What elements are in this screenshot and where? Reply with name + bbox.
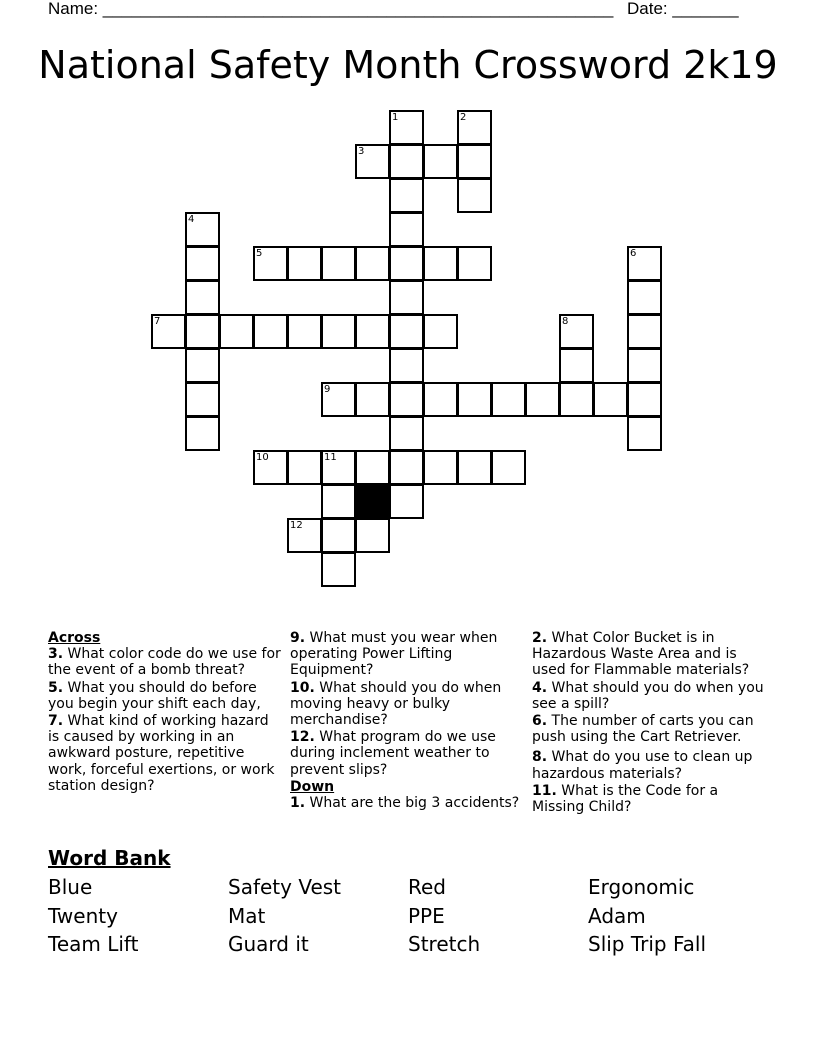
grid-cell[interactable] bbox=[185, 314, 220, 349]
grid-cell[interactable] bbox=[185, 246, 220, 281]
grid-cell[interactable] bbox=[185, 280, 220, 315]
clue-across-3: 3. What color code do we use for the event of a bomb threat? bbox=[48, 646, 281, 679]
grid-cell[interactable] bbox=[389, 416, 424, 451]
grid-cell[interactable] bbox=[389, 450, 424, 485]
grid-cell[interactable] bbox=[321, 518, 356, 553]
grid-cell[interactable] bbox=[287, 246, 322, 281]
grid-cell[interactable] bbox=[457, 144, 492, 179]
grid-cell[interactable] bbox=[389, 178, 424, 213]
word-bank-item: Ergonomic bbox=[588, 875, 695, 899]
grid-cell[interactable] bbox=[457, 450, 492, 485]
word-bank-item: Mat bbox=[228, 903, 266, 928]
grid-cell[interactable] bbox=[389, 348, 424, 383]
black-cell bbox=[355, 484, 390, 519]
grid-cell[interactable] bbox=[627, 382, 662, 417]
grid-cell[interactable] bbox=[627, 280, 662, 315]
clue-number: 7 bbox=[154, 316, 161, 327]
grid-cell[interactable] bbox=[559, 314, 594, 349]
grid-cell[interactable] bbox=[389, 246, 424, 281]
grid-cell[interactable] bbox=[627, 348, 662, 383]
grid-cell[interactable] bbox=[321, 450, 356, 485]
clue-down-6: 6. The number of carts you can push using the Cart Retriever. bbox=[532, 713, 754, 746]
word-bank-item: Twenty bbox=[48, 903, 118, 928]
grid-cell[interactable] bbox=[491, 382, 526, 417]
grid-cell[interactable] bbox=[389, 280, 424, 315]
grid-cell[interactable] bbox=[423, 246, 458, 281]
grid-cell[interactable] bbox=[355, 518, 390, 553]
grid-cell[interactable] bbox=[253, 450, 288, 485]
grid-cell[interactable] bbox=[321, 552, 356, 587]
clue-number: 5 bbox=[256, 248, 263, 259]
clue-down-4: 4. What should you do when you see a spill? bbox=[532, 679, 764, 712]
clue-number: 4 bbox=[188, 214, 195, 225]
grid-cell[interactable] bbox=[525, 382, 560, 417]
grid-cell[interactable] bbox=[423, 144, 458, 179]
clue-across-10: 10. What should you do when moving heavy or bulky merchandise? bbox=[290, 679, 502, 729]
grid-cell[interactable] bbox=[389, 212, 424, 247]
clue-across-9: 9. What must you wear when operating Power Lifting Equipment? bbox=[290, 630, 498, 679]
word-bank-item: Team Lift bbox=[48, 932, 139, 956]
grid-cell[interactable] bbox=[389, 110, 424, 145]
grid-cell[interactable] bbox=[491, 450, 526, 485]
word-bank-item: Red bbox=[408, 875, 446, 899]
clue-down-2: 2. What Color Bucket is in Hazardous Waste Area and is used for Flammable materials? bbox=[532, 630, 750, 679]
down-heading: Down bbox=[290, 778, 335, 795]
clue-number: 3 bbox=[358, 146, 365, 157]
grid-cell[interactable] bbox=[355, 314, 390, 349]
clue-number: 9 bbox=[324, 384, 331, 395]
clue-number: 10 bbox=[256, 452, 269, 463]
grid-cell[interactable] bbox=[355, 246, 390, 281]
clues-column-3 bbox=[532, 630, 766, 816]
clue-number: 8 bbox=[562, 316, 569, 327]
clue-across-12: 12. What program do we use during inclement weather to prevent slips? bbox=[290, 729, 496, 778]
grid-cell[interactable] bbox=[627, 416, 662, 451]
grid-cell[interactable] bbox=[423, 314, 458, 349]
grid-cell[interactable] bbox=[389, 484, 424, 519]
clue-down-1: 1. What are the big 3 accidents? bbox=[290, 795, 520, 812]
grid-cell[interactable] bbox=[457, 246, 492, 281]
clue-number: 11 bbox=[324, 452, 337, 463]
grid-cell[interactable] bbox=[287, 314, 322, 349]
grid-cell[interactable] bbox=[321, 314, 356, 349]
grid-cell[interactable] bbox=[559, 382, 594, 417]
word-bank-item: Stretch bbox=[408, 932, 481, 956]
grid-cell[interactable] bbox=[185, 212, 220, 247]
word-bank-item: Blue bbox=[48, 875, 93, 899]
grid-cell[interactable] bbox=[559, 348, 594, 383]
word-bank-title: Word Bank bbox=[48, 846, 171, 870]
clue-number: 2 bbox=[460, 112, 467, 123]
grid-cell[interactable] bbox=[457, 382, 492, 417]
grid-cell[interactable] bbox=[253, 246, 288, 281]
grid-cell[interactable] bbox=[253, 314, 288, 349]
grid-cell[interactable] bbox=[355, 144, 390, 179]
grid-cell[interactable] bbox=[423, 382, 458, 417]
grid-cell[interactable] bbox=[321, 382, 356, 417]
grid-cell[interactable] bbox=[627, 246, 662, 281]
grid-cell[interactable] bbox=[185, 416, 220, 451]
grid-cell[interactable] bbox=[457, 110, 492, 145]
grid-cell[interactable] bbox=[287, 518, 322, 553]
clue-across-5: 5. What you should do before you begin your shift each day, bbox=[48, 679, 261, 712]
grid-cell[interactable] bbox=[457, 178, 492, 213]
grid-cell[interactable] bbox=[321, 484, 356, 519]
grid-cell[interactable] bbox=[185, 382, 220, 417]
grid-cell[interactable] bbox=[593, 382, 628, 417]
grid-cell[interactable] bbox=[389, 144, 424, 179]
clue-across-7: 7. What kind of working hazard is caused by working in an awkward posture, repetitive work, forceful exertions, or work station design? bbox=[48, 713, 275, 794]
across-heading: Across bbox=[48, 630, 101, 646]
grid-cell[interactable] bbox=[423, 450, 458, 485]
word-bank-item: Adam bbox=[588, 903, 646, 928]
clue-number: 1 bbox=[392, 112, 399, 123]
grid-cell[interactable] bbox=[355, 450, 390, 485]
clue-down-11: 11. What is the Code for a Missing Child? bbox=[532, 782, 719, 816]
date-field-label: Date: _______ bbox=[627, 0, 739, 18]
page-title: National Safety Month Crossword 2k19 bbox=[38, 43, 778, 87]
grid-cell[interactable] bbox=[219, 314, 254, 349]
grid-cell[interactable] bbox=[389, 314, 424, 349]
grid-cell[interactable] bbox=[287, 450, 322, 485]
grid-cell[interactable] bbox=[321, 246, 356, 281]
grid-cell[interactable] bbox=[355, 382, 390, 417]
clue-number: 12 bbox=[290, 520, 303, 531]
grid-cell[interactable] bbox=[389, 382, 424, 417]
grid-cell[interactable] bbox=[151, 314, 186, 349]
clues-column-1 bbox=[48, 630, 282, 795]
clues-column-2 bbox=[290, 630, 524, 812]
word-bank-item: PPE bbox=[408, 903, 445, 928]
word-bank-item: Safety Vest bbox=[228, 875, 342, 899]
grid-cell[interactable] bbox=[185, 348, 220, 383]
clue-number: 6 bbox=[630, 248, 637, 259]
word-bank-item: Slip Trip Fall bbox=[588, 932, 707, 956]
word-bank bbox=[48, 873, 768, 959]
grid-cell[interactable] bbox=[627, 314, 662, 349]
word-bank-item: Guard it bbox=[228, 932, 309, 956]
clue-down-8: 8. What do you use to clean up hazardous materials? bbox=[532, 749, 753, 782]
name-field-label: Name: ______________________________________________________ bbox=[48, 0, 614, 18]
